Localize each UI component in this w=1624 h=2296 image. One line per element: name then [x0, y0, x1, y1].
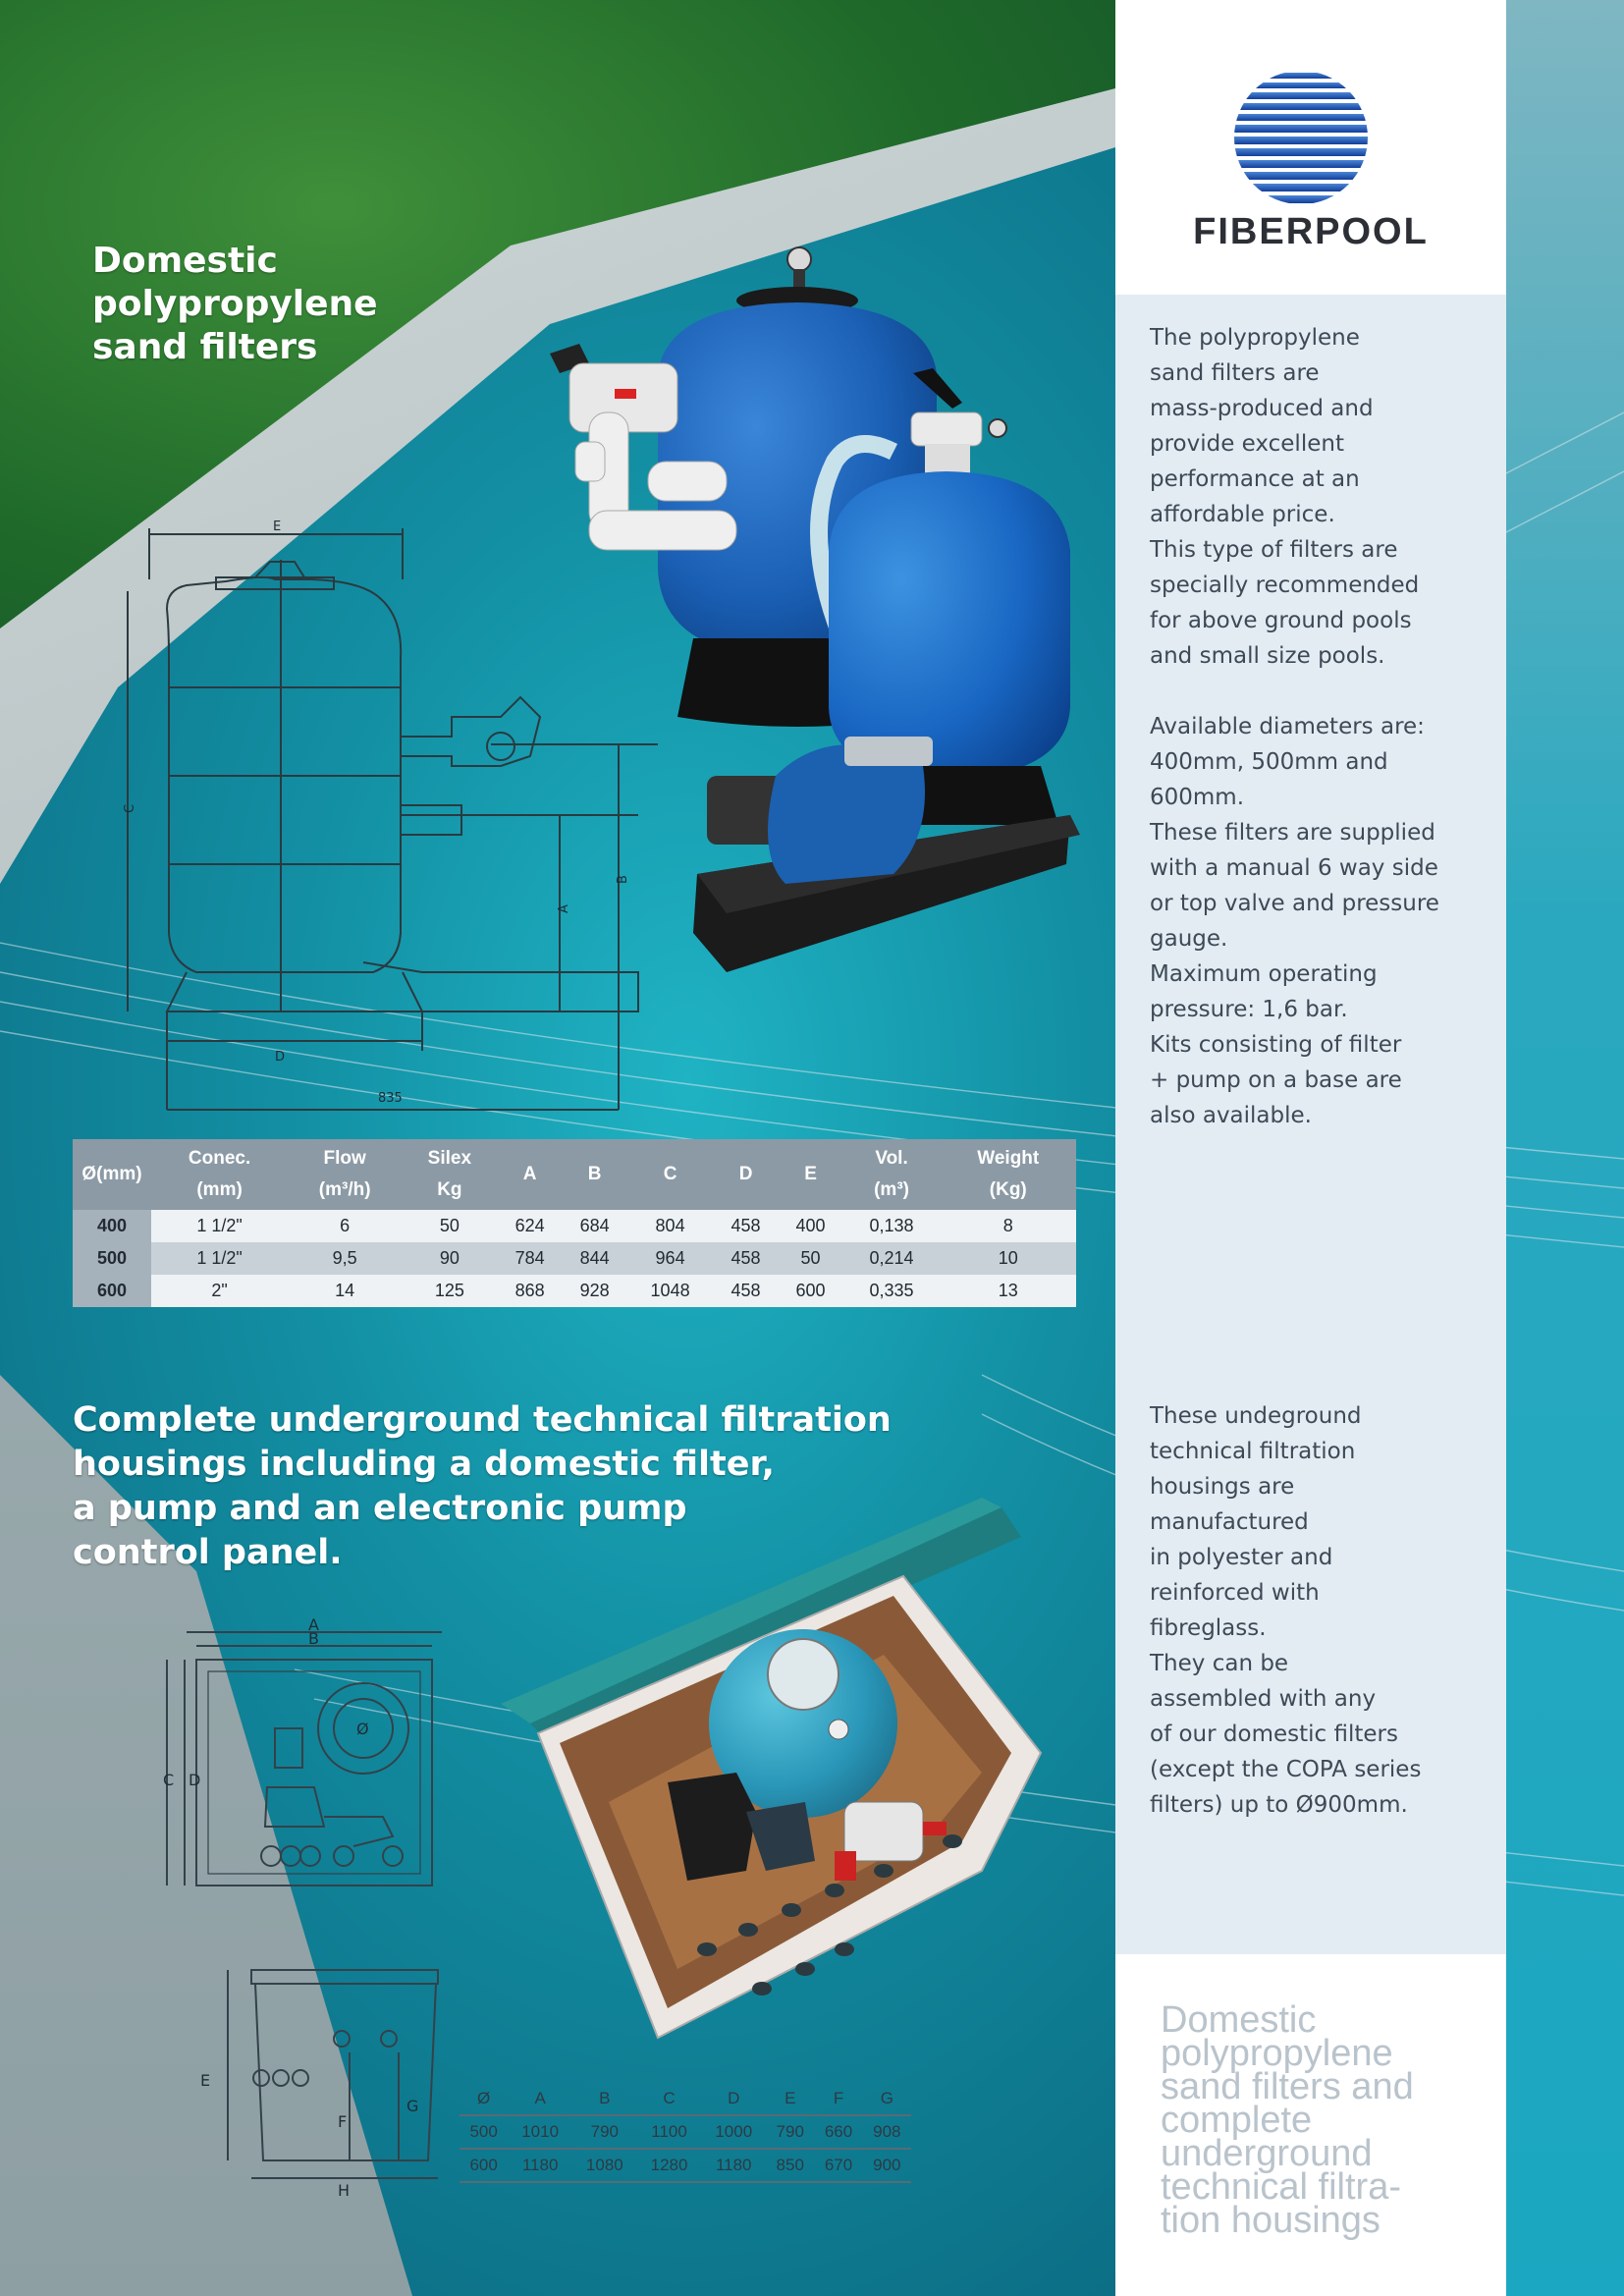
side-paragraph: Available diameters are: 400mm, 500mm and 600mm. These filters are supplied with a manual 6 way side or top valve and pressure gauge. Maximum operating pressure: 1,6 bar. Kits consisting of filter + pump on a base are also available. [1150, 714, 1439, 1128]
table-header-row: Ø A B C D E F G [460, 2082, 911, 2115]
dim-label-a: A [308, 1615, 319, 1634]
dim-label-width: 835 [378, 1091, 403, 1106]
table-header-cell: Weight (Kg) [941, 1139, 1076, 1210]
section-title-underground-housings: Complete underground technical filtration housings including a domestic filter, a pump and an electronic pump control panel. [73, 1400, 892, 1572]
table-header-cell: Ø(mm) [73, 1139, 151, 1210]
table-header-row [73, 1139, 1076, 1210]
dim-label-a: A [557, 904, 571, 913]
table-row: 500 1010 790 1100 1000 790 660 908 [460, 2115, 911, 2149]
table-header-cell: A [498, 1139, 563, 1210]
table-header-cell: Silex Kg [402, 1139, 497, 1210]
side-footer-title: Domestic polypropylene sand filters and complete underground technical filtra- tion housings [1161, 1999, 1414, 2241]
table-header-cell: Conec. (mm) [151, 1139, 288, 1210]
table-header-cell: B [563, 1139, 627, 1210]
dim-label-e: E [273, 519, 282, 534]
dim-label-c: C [123, 803, 137, 813]
dim-label-c: C [163, 1771, 175, 1789]
sand-filter-spec-table [73, 1139, 1076, 1307]
table-row: 500 1 1/2" 9,5 90 784 844 964 458 50 0,214 10 [73, 1242, 1076, 1275]
sand-filter-product-photo [520, 246, 1090, 972]
housing-front-drawing [157, 1615, 471, 1905]
table-header-cell: C [627, 1139, 714, 1210]
section-title-sand-filters: Domestic polypropylene sand filters [92, 241, 378, 367]
housing-dimension-table [460, 2082, 911, 2183]
dim-label-b: B [308, 1629, 319, 1648]
table-row: 400 1 1/2" 6 50 624 684 804 458 400 0,138 8 [73, 1210, 1076, 1242]
pressure-gauge-icon [787, 247, 811, 271]
underground-housing-product-photo [491, 1478, 1080, 2048]
dim-label-g: G [406, 2097, 419, 2115]
housing-side-drawing [192, 1964, 458, 2200]
table-header-cell: Vol. (m³) [843, 1139, 941, 1210]
dim-label-b: B [616, 875, 630, 884]
fiberpool-globe-logo-icon [1232, 69, 1370, 206]
dim-label-diameter: Ø [356, 1720, 369, 1738]
table-header-cell: D [714, 1139, 779, 1210]
dim-label-d: D [275, 1050, 286, 1065]
side-description-housings: These undeground technical filtration housings are manufactured in polyester and reinforced with fibreglass. They can be assembled with any of our domestic filters (except the COPA series filters) up to Ø900mm. [1150, 1403, 1422, 1818]
dim-label-d: D [189, 1771, 201, 1789]
dim-label-e: E [200, 2071, 211, 2090]
side-description-filters [1150, 320, 1474, 1133]
dim-label-f: F [338, 2112, 348, 2131]
dim-label-h: H [338, 2181, 351, 2200]
table-row: 600 1180 1080 1280 1180 850 670 900 [460, 2149, 911, 2182]
table-row: 600 2" 14 125 868 928 1048 458 600 0,335 13 [73, 1275, 1076, 1307]
table-header-cell: Flow (m³/h) [288, 1139, 402, 1210]
table-header-cell: E [779, 1139, 843, 1210]
side-paragraph: The polypropylene sand filters are mass-produced and provide excellent performance at an affordable price. This type of filters are specially recommended for above ground pools and small size pools. [1150, 325, 1420, 669]
brand-name: FIBERPOOL [1193, 211, 1429, 252]
